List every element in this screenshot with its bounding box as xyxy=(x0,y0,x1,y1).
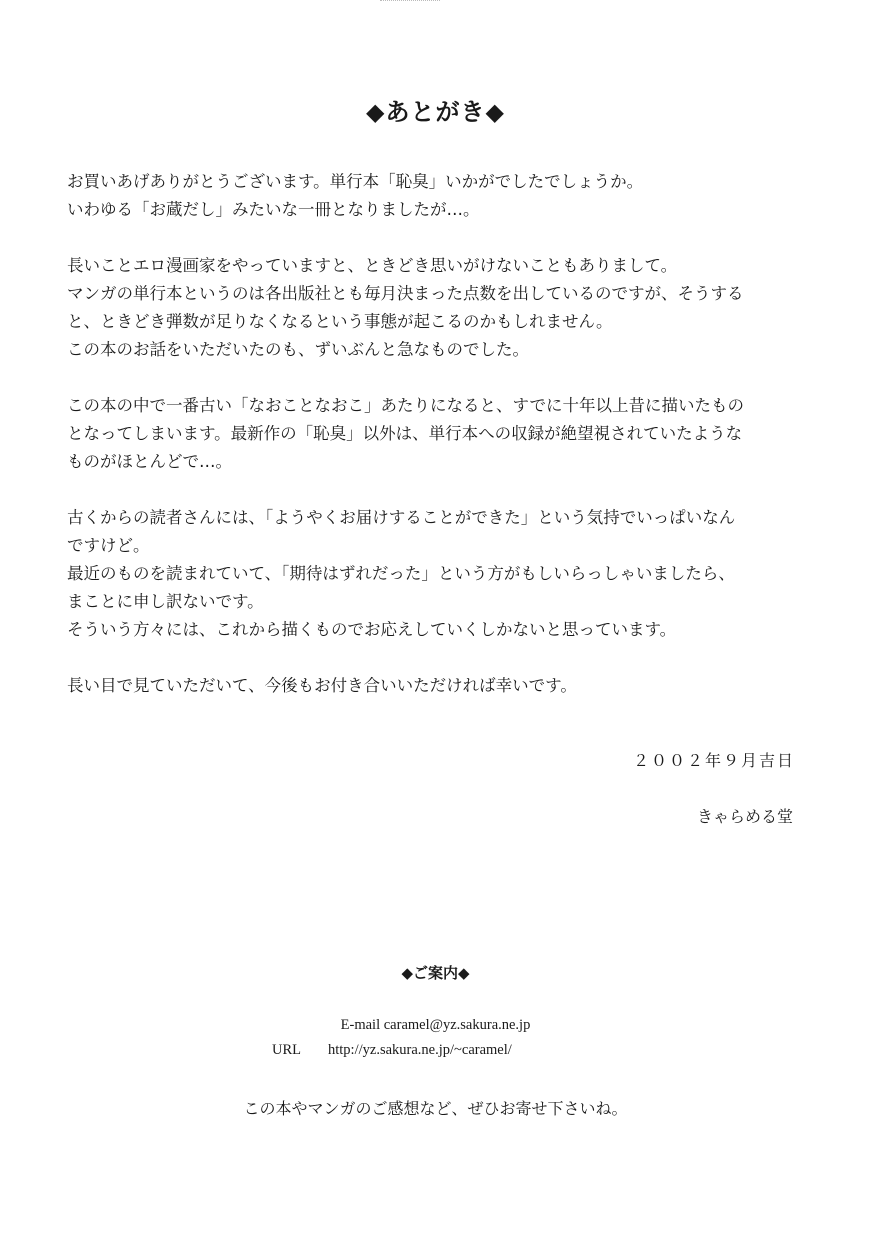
afterword-title: ◆あとがき◆ xyxy=(366,98,505,126)
afterword-body xyxy=(67,168,807,728)
paragraph-line: この本の中で一番古い「なおことなおこ」あたりになると、すでに十年以上昔に描いたもの xyxy=(67,396,744,415)
closing-message: この本やマンガのご感想など、ぜひお寄せ下さいね。 xyxy=(243,1099,628,1118)
url-label: URL xyxy=(272,1042,301,1058)
paragraph-line: 古くからの読者さんには、「ようやくお届けすることができた」という気持でいっぱいなん xyxy=(67,508,736,527)
paragraph-2 xyxy=(67,252,807,364)
paragraph-line: 最近のものを読まれていて、「期待はずれだった」という方がもしいらっしゃいましたら、 xyxy=(67,564,735,583)
url-value: http://yz.sakura.ne.jp/~caramel/ xyxy=(328,1042,512,1058)
paragraph-line: マンガの単行本というのは各出版社とも毎月決まった点数を出しているのですが、そうする xyxy=(67,284,744,303)
paragraph-4 xyxy=(67,504,807,644)
paragraph-line: 長い目で見ていただいて、今後もお付き合いいただければ幸いです。 xyxy=(67,676,577,695)
paragraph-line: となってしまいます。最新作の「恥臭」以外は、単行本への収録が絶望視されていたような xyxy=(67,424,743,443)
paragraph-line: ものがほとんどで…。 xyxy=(67,452,232,471)
paragraph-line: ですけど。 xyxy=(67,536,150,555)
author-name: きゃらめる堂 xyxy=(696,807,793,826)
info-title: ◆ご案内◆ xyxy=(401,964,470,982)
email-line: E-mail caramel@yz.sakura.ne.jp xyxy=(340,1017,531,1033)
afterword-date: ２００２年９月吉日 xyxy=(632,751,795,770)
url-line xyxy=(272,1042,512,1059)
paragraph-line: いわゆる「お蔵だし」みたいな一冊となりましたが…。 xyxy=(67,200,480,219)
paragraph-line: と、ときどき弾数が足りなくなるという事態が起こるのかもしれません。 xyxy=(67,312,613,331)
paragraph-1 xyxy=(67,168,807,224)
paragraph-5 xyxy=(67,672,807,700)
paragraph-line: まことに申し訳ないです。 xyxy=(67,592,264,611)
page-top-mark xyxy=(380,0,440,4)
paragraph-3 xyxy=(67,392,807,476)
paragraph-line: 長いことエロ漫画家をやっていますと、ときどき思いがけないこともありまして。 xyxy=(67,256,678,275)
paragraph-line: そういう方々には、これから描くものでお応えしていくしかないと思っています。 xyxy=(67,620,677,639)
paragraph-line: お買いあげありがとうございます。単行本「恥臭」いかがでしたでしょうか。 xyxy=(67,172,644,191)
paragraph-line: この本のお話をいただいたのも、ずいぶんと急なものでした。 xyxy=(67,340,529,359)
